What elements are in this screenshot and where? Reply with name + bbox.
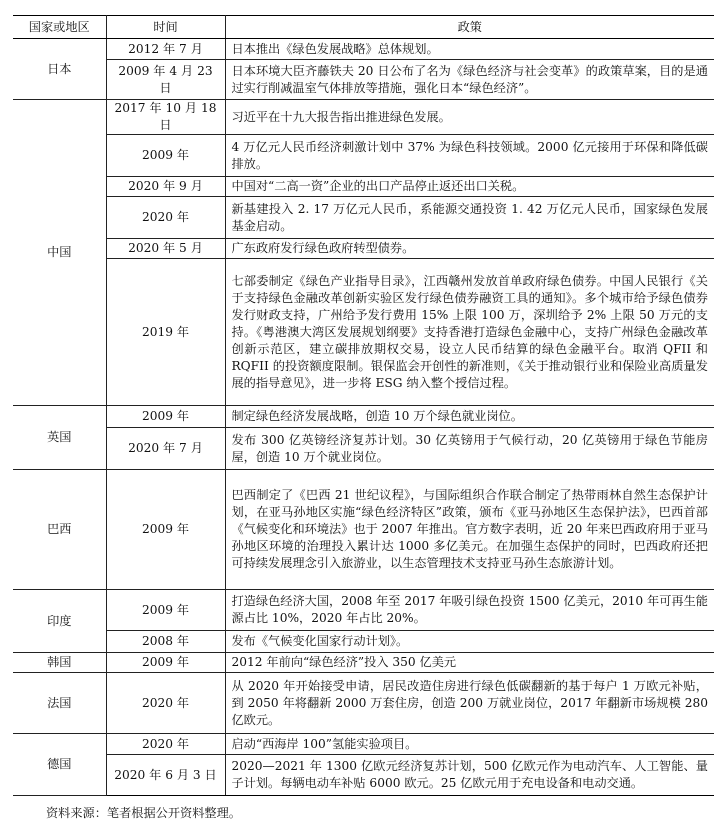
time-cell: 2009 年 [106, 470, 225, 590]
table-row [13, 470, 714, 590]
policy-cell: 打造绿色经济大国，2008 年至 2017 年吸引绿色投资 1500 亿美元，2010 年可再生能源占比 10%，2020 年占比 20%。 [225, 590, 714, 631]
table-row [13, 259, 714, 406]
region-cell-japan: 日本 [13, 39, 106, 100]
table-row [13, 135, 714, 177]
time-cell: 2009 年 [106, 590, 225, 631]
policy-cell: 发布 300 亿英镑经济复苏计划。30 亿英镑用于气候行动，20 亿英镑用于绿色节能房屋，创造 10 万个就业岗位。 [225, 428, 714, 470]
region-cell-korea: 韩国 [13, 653, 106, 673]
policy-cell: 从 2020 年开始接受申请，居民改造住房进行绿色低碳翻新的基于每户 1 万欧元补贴，到 2050 年将翻新 2000 万套住房，创造 200 万就业岗位，2017 年翻新市场规模 280 亿欧元。 [225, 673, 714, 734]
policy-cell: 启动“西海岸 100”氢能实验项目。 [225, 734, 714, 755]
table-header-row [13, 16, 714, 39]
header-region: 国家或地区 [13, 16, 106, 39]
table-row [13, 60, 714, 100]
table-row [13, 100, 714, 135]
table-row [13, 177, 714, 197]
policy-cell: 制定绿色经济发展战略，创造 10 万个绿色就业岗位。 [225, 406, 714, 428]
source-note: 资料来源：笔者根据公开资料整理。 [46, 806, 241, 820]
time-cell: 2009 年 4 月 23 日 [106, 60, 225, 100]
region-cell-china: 中国 [13, 100, 106, 406]
table-row [13, 239, 714, 259]
time-cell: 2017 年 10 月 18 日 [106, 100, 225, 135]
policy-cell: 日本推出《绿色发展战略》总体规划。 [225, 39, 714, 60]
time-cell: 2019 年 [106, 259, 225, 406]
policy-cell: 中国对“二高一资”企业的出口产品停止返还出口关税。 [225, 177, 714, 197]
policy-cell: 发布《气候变化国家行动计划》。 [225, 631, 714, 653]
policy-cell: 巴西制定了《巴西 21 世纪议程》，与国际组织合作联合制定了热带雨林自然生态保护计划，在亚马孙地区实施“绿色经济特区”政策，颁布《亚马孙地区生态保护法》，巴西首部《气候变化和环境法》也于 2007 年推出。官方数字表明，近 20 年来巴西政府用于亚马孙地区环境的治理投入累计达 1000 多亿美元。在加强生态保护的同时，巴西政府还把可持续发展理念引入旅游业，以生态管理技术支持亚马孙生态旅游计划。 [225, 470, 714, 590]
region-cell-brazil: 巴西 [13, 470, 106, 590]
table-row [13, 428, 714, 470]
policy-cell: 广东政府发行绿色政府转型债券。 [225, 239, 714, 259]
time-cell: 2009 年 [106, 406, 225, 428]
table-row [13, 631, 714, 653]
table-row [13, 755, 714, 796]
policy-cell: 习近平在十九大报告指出推进绿色发展。 [225, 100, 714, 135]
region-cell-germany: 德国 [13, 734, 106, 796]
time-cell: 2008 年 [106, 631, 225, 653]
table-row [13, 673, 714, 734]
time-cell: 2020 年 7 月 [106, 428, 225, 470]
table-row [13, 590, 714, 631]
header-time: 时间 [106, 16, 225, 39]
policy-cell: 七部委制定《绿色产业指导目录》，江西赣州发放首单政府绿色债券。中国人民银行《关于支持绿色金融改革创新实验区发行绿色债券融资工具的通知》。多个城市给予绿色债券发行财政支持，广州给予发行费用 15% 上限 100 万，深圳给予 2% 上限 50 万元的支持。《粤港澳大湾区发展规划纲要》支持香港打造绿色金融中心，支持广州绿色金融改革创新示范区，建立碳排放期权交易，设立人民币结算的绿色金融平台。取消 QFII 和 RQFII 的投资额度限制。银保监会开创性的新准则，《关于推动银行业和保险业高质量发展的指导意见》，进一步将 ESG 纳入整个授信过程。 [225, 259, 714, 406]
time-cell: 2020 年 [106, 734, 225, 755]
region-cell-uk: 英国 [13, 406, 106, 470]
region-cell-india: 印度 [13, 590, 106, 653]
table-row [13, 197, 714, 239]
time-cell: 2012 年 7 月 [106, 39, 225, 60]
policy-cell: 2020—2021 年 1300 亿欧元经济复苏计划，500 亿欧元作为电动汽车、人工智能、量子计划。每辆电动车补贴 6000 欧元。25 亿欧元用于充电设备和电动交通。 [225, 755, 714, 796]
time-cell: 2020 年 5 月 [106, 239, 225, 259]
time-cell: 2020 年 [106, 673, 225, 734]
time-cell: 2009 年 [106, 653, 225, 673]
policy-cell: 4 万亿元人民币经济刺激计划中 37% 为绿色科技领域。2000 亿元接用于环保和降低碳排放。 [225, 135, 714, 177]
table-row [13, 406, 714, 428]
policy-cell: 新基建投入 2. 17 万亿元人民币，系能源交通投资 1. 42 万亿元人民币，国家绿色发展基金启动。 [225, 197, 714, 239]
time-cell: 2020 年 6 月 3 日 [106, 755, 225, 796]
table-row [13, 653, 714, 673]
time-cell: 2020 年 9 月 [106, 177, 225, 197]
time-cell: 2020 年 [106, 197, 225, 239]
policy-cell: 2012 年前向“绿色经济”投入 350 亿美元 [225, 653, 714, 673]
time-cell: 2009 年 [106, 135, 225, 177]
table-row [13, 734, 714, 755]
policy-cell: 日本环境大臣齐藤铁夫 20 日公布了名为《绿色经济与社会变革》的政策草案，目的是通过实行削减温室气体排放等措施，强化日本“绿色经济”。 [225, 60, 714, 100]
policy-table [13, 15, 714, 796]
table-row [13, 39, 714, 60]
header-policy: 政策 [225, 16, 714, 39]
region-cell-france: 法国 [13, 673, 106, 734]
